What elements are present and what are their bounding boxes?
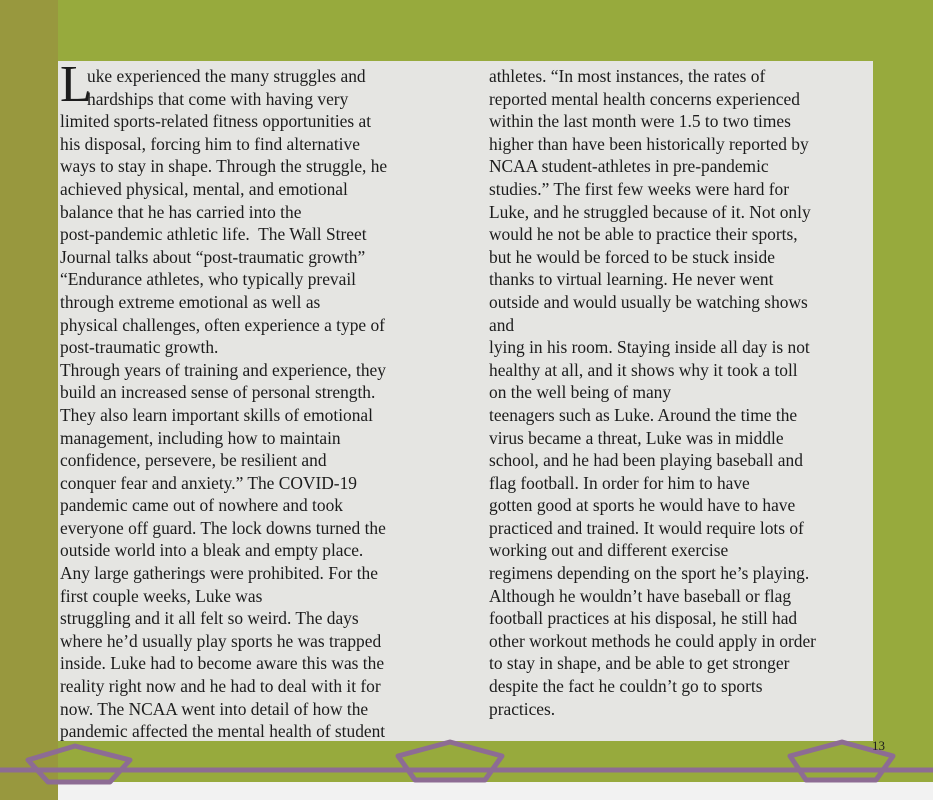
text-line: achieved physical, mental, and emotional bbox=[60, 178, 348, 199]
text-line: hardships that come with having very bbox=[87, 88, 349, 109]
text-line: “Endurance athletes, who typically prevail bbox=[60, 269, 357, 290]
text-line: Although he wouldn’t have baseball or flag bbox=[489, 585, 792, 606]
text-line: practiced and trained. It would require lots of bbox=[489, 517, 804, 538]
text-line: would he not be able to practice their sports, bbox=[489, 224, 798, 245]
text-line: inside. Luke had to become aware this was the bbox=[60, 653, 385, 674]
text-line: outside world into a bleak and empty place. bbox=[60, 540, 364, 561]
text-line: school, and he had been playing baseball and bbox=[489, 450, 803, 471]
text-line: virus became a threat, Luke was in middle bbox=[489, 427, 784, 448]
text-line: his disposal, forcing him to find alternative bbox=[60, 133, 360, 154]
text-line: healthy at all, and it shows why it took a toll bbox=[489, 359, 798, 380]
text-line: working out and different exercise bbox=[489, 540, 729, 561]
text-line: Through years of training and experience, they bbox=[60, 359, 386, 380]
text-line: Journal talks about “post-traumatic growth” bbox=[60, 246, 366, 267]
text-line: teenagers such as Luke. Around the time the bbox=[489, 404, 798, 425]
text-line: regimens depending on the sport he’s playing. bbox=[489, 563, 810, 584]
text-line: everyone off guard. The lock downs turned the bbox=[60, 517, 386, 538]
text-line: NCAA student-athletes in pre-pandemic bbox=[489, 156, 769, 177]
text-line: physical challenges, often experience a type of bbox=[60, 314, 385, 335]
text-line: pandemic came out of nowhere and took bbox=[60, 495, 343, 516]
text-line: to stay in shape, and be able to get stronger bbox=[489, 653, 790, 674]
text-line: post-pandemic athletic life. The Wall Street bbox=[60, 224, 367, 245]
text-line: uke experienced the many struggles and bbox=[87, 66, 366, 86]
text-line: outside and would usually be watching shows bbox=[489, 291, 808, 312]
text-line: now. The NCAA went into detail of how the bbox=[60, 698, 369, 719]
text-line: management, including how to maintain bbox=[60, 427, 341, 448]
left-margin-band bbox=[0, 0, 58, 800]
text-line: within the last month were 1.5 to two times bbox=[489, 111, 791, 132]
text-line: balance that he has carried into the bbox=[60, 201, 302, 222]
text-line: They also learn important skills of emotional bbox=[60, 404, 373, 425]
text-line: thanks to virtual learning. He never went bbox=[489, 269, 774, 290]
text-line: despite the fact he couldn’t go to sports bbox=[489, 676, 763, 697]
text-line: and bbox=[489, 314, 515, 335]
text-line: on the well being of many bbox=[489, 382, 672, 403]
text-line: reality right now and he had to deal with it for bbox=[60, 676, 381, 697]
text-line: through extreme emotional as well as bbox=[60, 291, 321, 312]
text-line: football practices at his disposal, he still had bbox=[489, 608, 798, 629]
right-column bbox=[489, 65, 874, 720]
text-line: limited sports-related fitness opportunities at bbox=[60, 111, 372, 132]
text-line: confidence, persevere, be resilient and bbox=[60, 450, 327, 471]
text-line: conquer fear and anxiety.” The COVID-19 bbox=[60, 472, 357, 493]
text-line: first couple weeks, Luke was bbox=[60, 585, 263, 606]
text-line: build an increased sense of personal strength. bbox=[60, 382, 376, 403]
text-line: studies.” The first few weeks were hard for bbox=[489, 178, 790, 199]
text-line: gotten good at sports he would have to have bbox=[489, 495, 796, 516]
text-line: reported mental health concerns experienced bbox=[489, 88, 800, 109]
pentagon-ornament-center bbox=[398, 742, 502, 780]
text-line: higher than have been historically reported by bbox=[489, 133, 809, 154]
text-line: post-traumatic growth. bbox=[60, 337, 219, 358]
text-line: but he would be forced to be stuck inside bbox=[489, 246, 775, 267]
text-line: practices. bbox=[489, 698, 556, 719]
text-line: Any large gatherings were prohibited. For the bbox=[60, 563, 378, 584]
text-line: Luke, and he struggled because of it. Not only bbox=[489, 201, 811, 222]
text-line: struggling and it all felt so weird. The days bbox=[60, 608, 359, 629]
text-line: ways to stay in shape. Through the struggle, he bbox=[60, 156, 388, 177]
text-line: pandemic affected the mental health of student bbox=[60, 721, 386, 742]
text-line: other workout methods he could apply in order bbox=[489, 630, 816, 651]
text-line: athletes. “In most instances, the rates of bbox=[489, 66, 766, 86]
decorative-ribbon bbox=[0, 730, 933, 800]
left-column bbox=[60, 65, 465, 743]
text-line: flag football. In order for him to have bbox=[489, 472, 750, 493]
page-number: 13 bbox=[872, 738, 885, 753]
text-line: where he’d usually play sports he was trapped bbox=[60, 630, 382, 651]
text-line: lying in his room. Staying inside all day is not bbox=[489, 337, 810, 358]
drop-cap: L bbox=[60, 56, 92, 113]
pentagon-ornament-left bbox=[28, 746, 130, 782]
